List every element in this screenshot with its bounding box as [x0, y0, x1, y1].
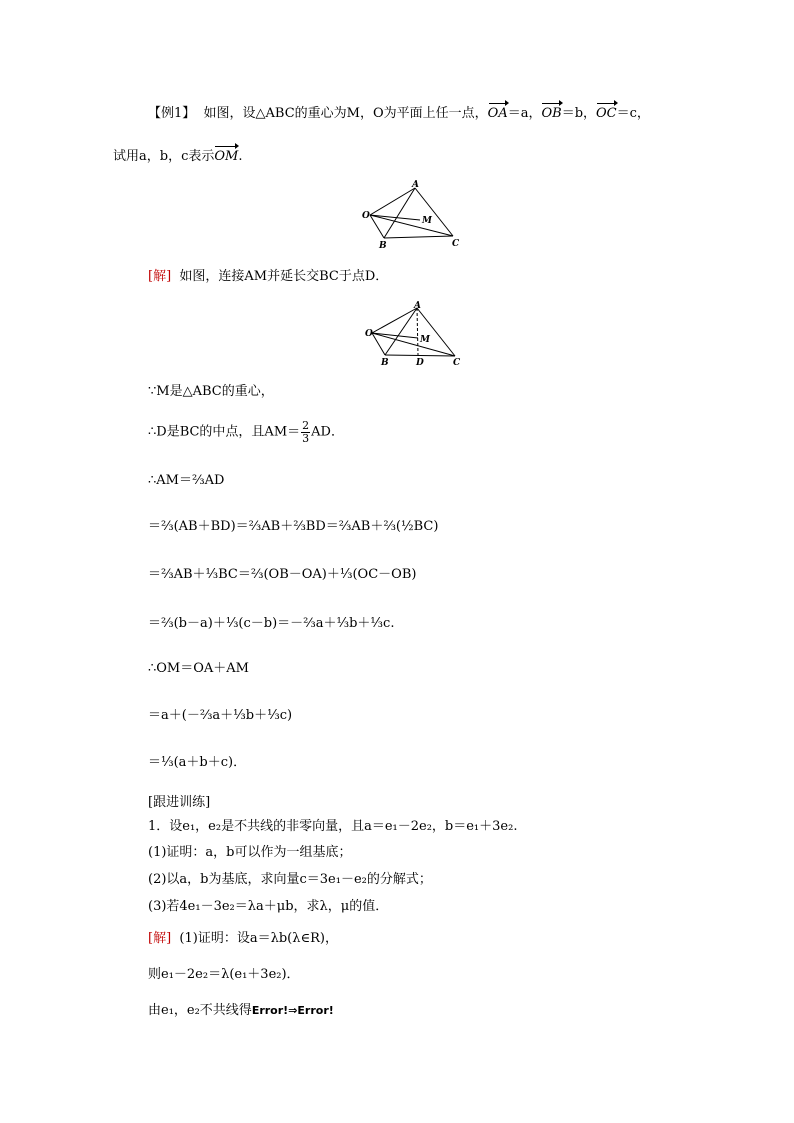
- label-b-2: B: [381, 358, 389, 368]
- label-d-2: D: [416, 358, 424, 368]
- vector-om: OM: [214, 149, 239, 164]
- period: .: [238, 149, 243, 164]
- solution-l1: ∵M是△ABC的重心，: [148, 384, 274, 399]
- label-o-2: O: [365, 329, 373, 339]
- label-m: M: [422, 216, 432, 226]
- l2-pre: ∴D是BC的中点，且AM＝: [148, 424, 301, 440]
- practice-q1: 1．设e₁，e₂是不共线的非零向量，且a＝e₁－2e₂，b＝e₁＋3e₂.: [148, 819, 518, 834]
- label-a: A: [412, 180, 419, 190]
- triangle-figure-2: [362, 300, 472, 370]
- step-2: ＝⅔(AB＋BD)＝⅔AB＋⅔BD＝⅔AB＋⅔(½BC): [148, 519, 439, 534]
- practice-solution-line: [148, 932, 338, 945]
- step-3: ＝⅔AB＋⅓BC＝⅔(OB－OA)＋⅓(OC－OB): [148, 567, 417, 582]
- example-intro: 如图，设△ABC的重心为M，O为平面上任一点，: [203, 106, 488, 121]
- step-7: ＝⅓(a＋b＋c)．: [148, 755, 247, 770]
- practice-sol-3-line: [148, 1004, 334, 1017]
- eq-a: ＝a，: [507, 106, 542, 121]
- label-m-2: M: [420, 335, 430, 345]
- vector-ob: OB: [541, 106, 562, 121]
- practice-solution-tag: [解]: [148, 931, 172, 946]
- example-line2-prefix: 试用a，b，c表示: [113, 149, 215, 164]
- vector-oc: OC: [596, 106, 617, 121]
- eq-b: ＝b，: [561, 106, 597, 121]
- fraction-two-thirds: [301, 420, 310, 444]
- den: 3: [302, 431, 310, 445]
- step-4: ＝⅔(b－a)＋⅓(c－b)＝－⅔a＋⅓b＋⅓c.: [148, 616, 395, 631]
- practice-header: [跟进训练]: [148, 795, 211, 810]
- label-c-2: C: [453, 358, 461, 368]
- label-b: B: [379, 241, 387, 251]
- label-o: O: [362, 211, 370, 221]
- solution-tag: [解]: [148, 269, 172, 284]
- label-a-2: A: [414, 301, 421, 311]
- solution-text: 如图，连接AM并延长交BC于点D．: [179, 269, 389, 284]
- step-6: ＝a＋(－⅔a＋⅓b＋⅓c): [148, 708, 293, 723]
- solution-line: [148, 270, 388, 283]
- triangle-figure-1: [360, 178, 470, 254]
- practice-sol-2: 则e₁－2e₂＝λ(e₁＋3e₂)．: [148, 967, 300, 982]
- error-text: Error!⇒Error!: [251, 1004, 334, 1017]
- eq-c: ＝c，: [616, 106, 650, 121]
- example-tag: 【例1】: [148, 106, 196, 121]
- vector-oa: OA: [487, 106, 508, 121]
- num: 2: [302, 419, 310, 432]
- label-c: C: [452, 239, 460, 249]
- practice-q1-3: (3)若4e₁－3e₂＝λa＋μb，求λ，μ的值．: [148, 899, 389, 914]
- practice-q1-1: (1)证明：a，b可以作为一组基底；: [148, 845, 352, 860]
- example-line-1: [148, 107, 650, 120]
- step-5: ∴OM＝OA＋AM: [148, 661, 249, 676]
- example-line-2: [113, 150, 242, 163]
- l2-post: AD．: [311, 424, 344, 440]
- step-1: ∴AM＝⅔AD: [148, 473, 225, 488]
- solution-l2: [148, 420, 344, 444]
- practice-sol-3: 由e₁，e₂不共线得: [148, 1003, 252, 1018]
- practice-q1-2: (2)以a，b为基底，求向量c＝3e₁－e₂的分解式；: [148, 872, 432, 887]
- practice-sol-1: (1)证明：设a＝λb(λ∈R)，: [179, 931, 338, 946]
